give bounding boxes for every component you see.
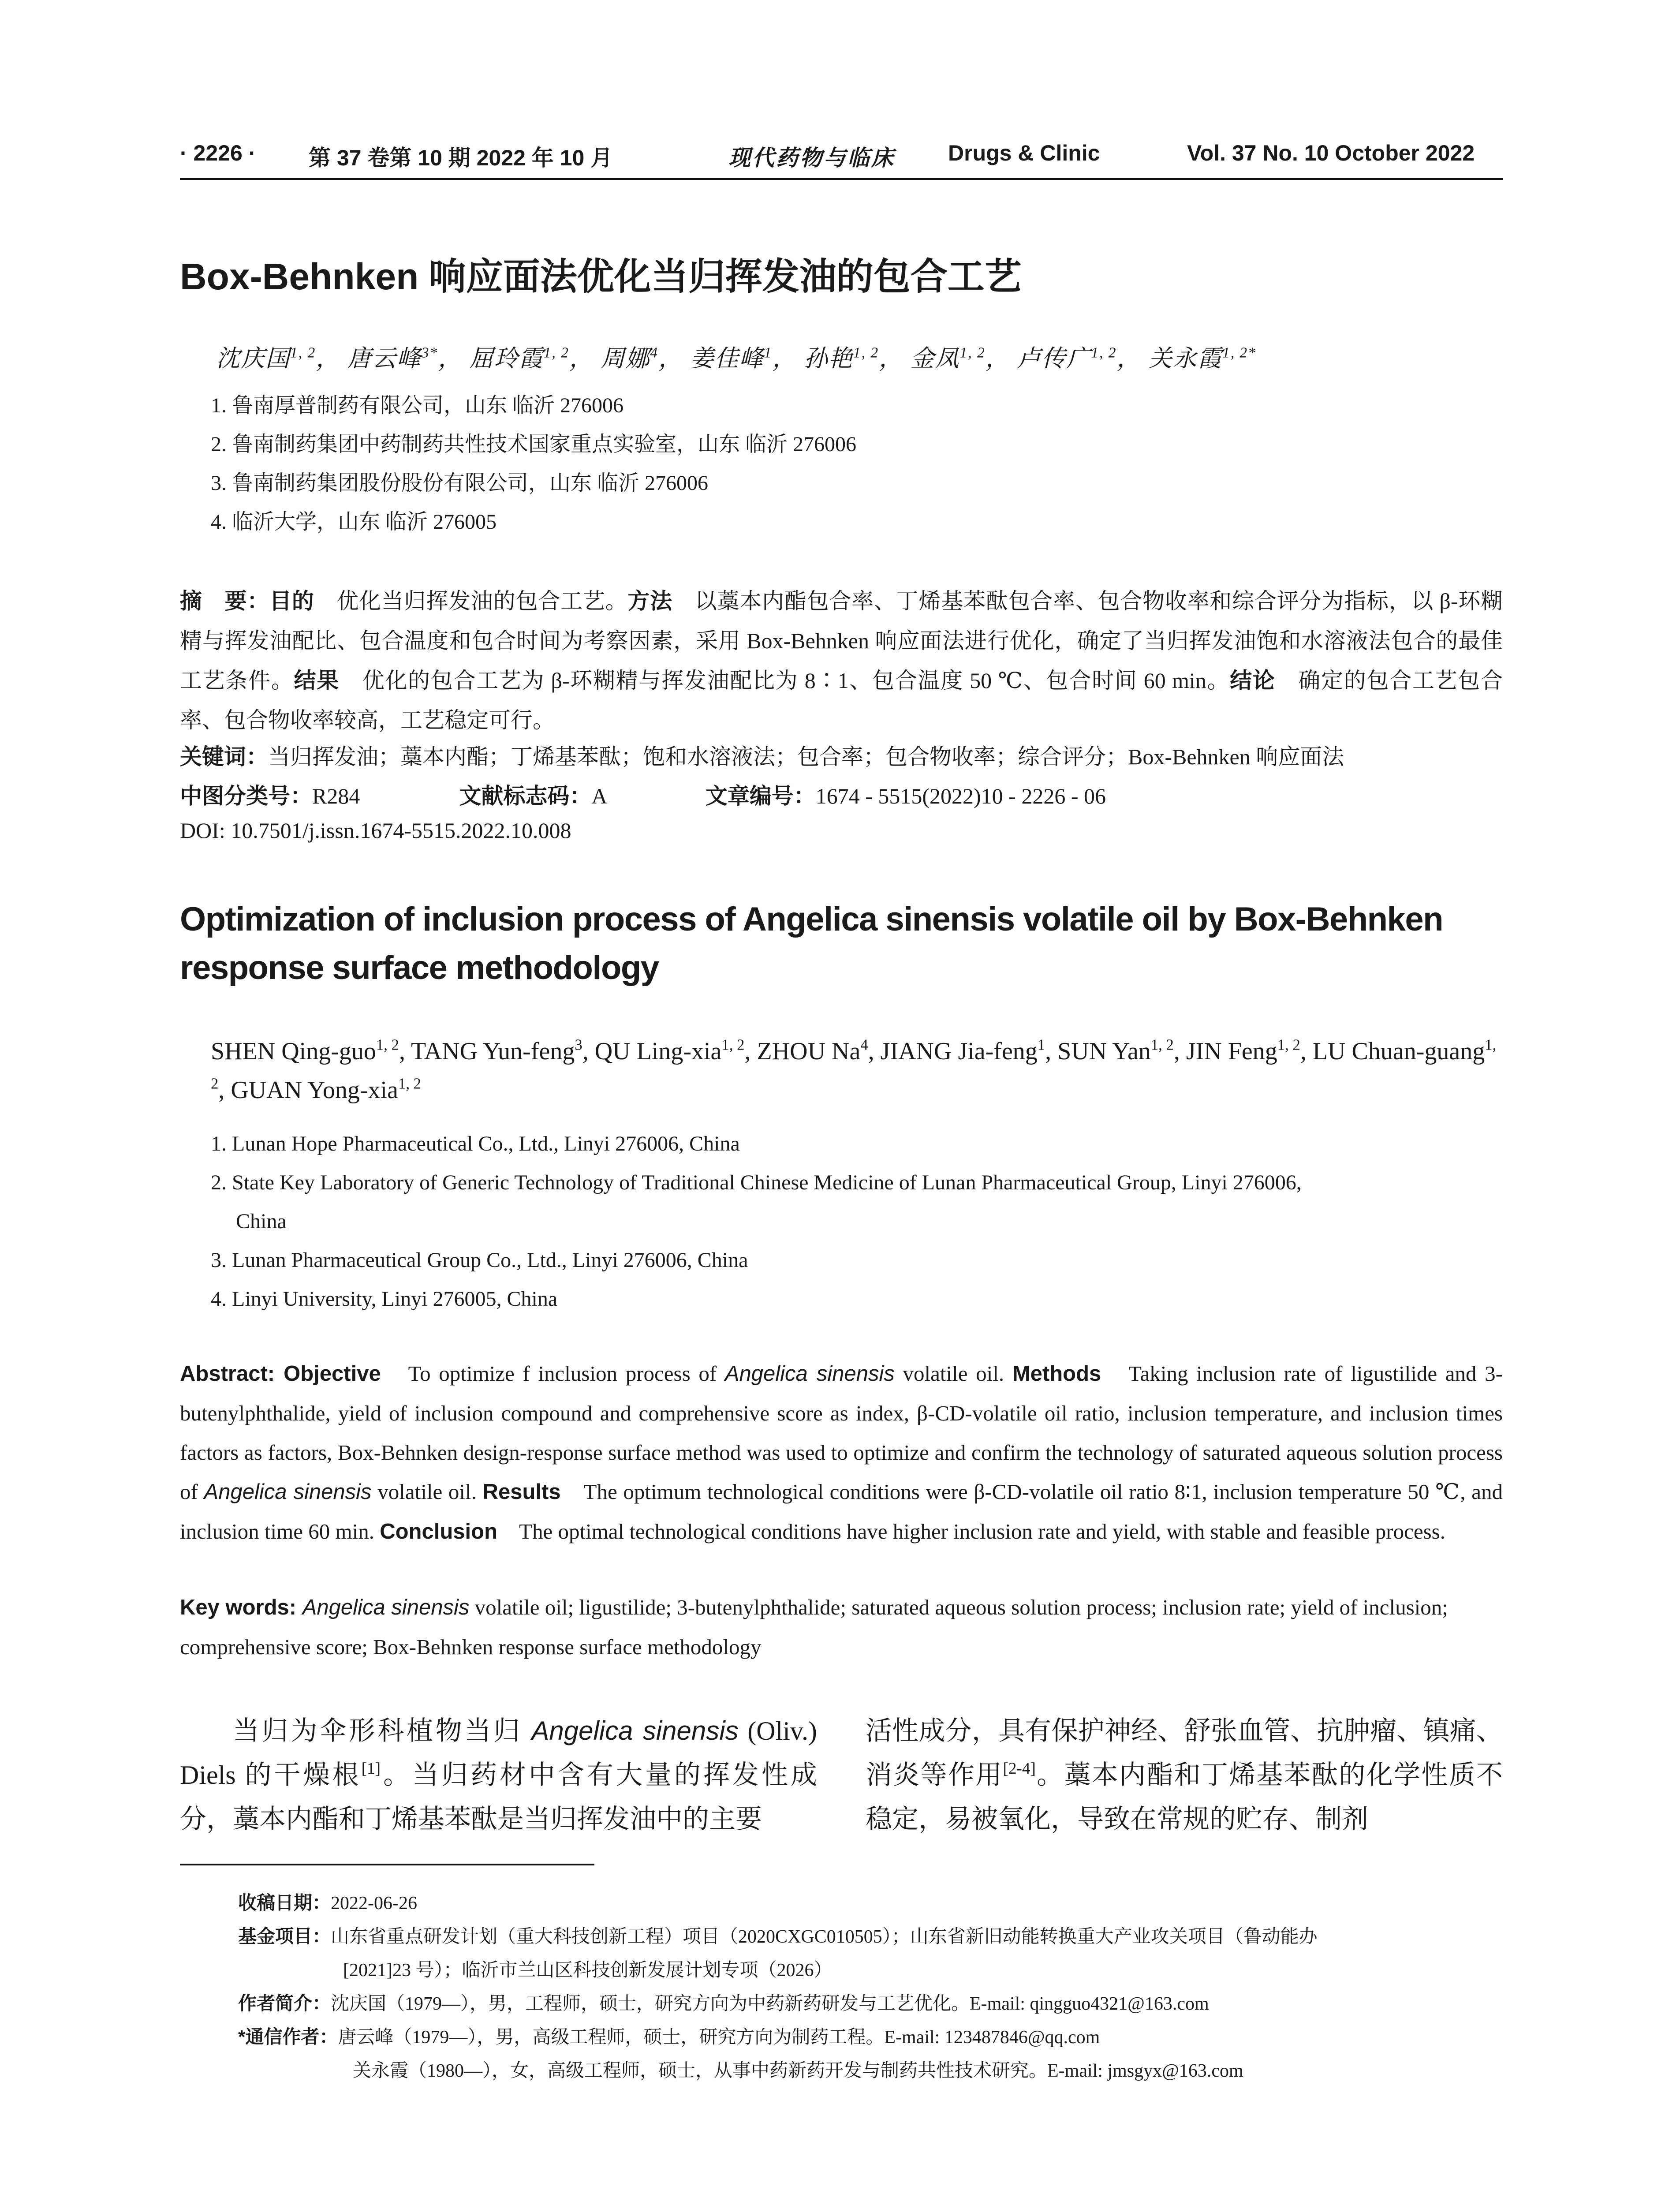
affiliation-cn: 2. 鲁南制药集团中药制药共性技术国家重点实验室，山东 临沂 276006 bbox=[211, 433, 857, 456]
title-cn: Box-Behnken 响应面法优化当归挥发油的包合工艺 bbox=[180, 256, 1022, 297]
conclusion-label: 结论 bbox=[1230, 668, 1276, 693]
affiliation-cn: 3. 鲁南制药集团股份股份有限公司，山东 临沂 276006 bbox=[211, 471, 709, 495]
issue-cn: 第 37 卷第 10 期 2022 年 10 月 bbox=[309, 146, 613, 170]
affiliation-en: China bbox=[236, 1210, 287, 1233]
author-cn: 唐云峰$^{3*}$ bbox=[347, 344, 438, 372]
journal-name-en: Drugs & Clinic bbox=[948, 141, 1100, 165]
author-cn: 姜佳峰$^1$ bbox=[690, 344, 773, 372]
author-en: SUN Yan$^{1, 2}$ bbox=[1057, 1036, 1174, 1065]
author-cn: 卢传广$^{1, 2}$ bbox=[1017, 344, 1117, 372]
page-number: · 2226 · bbox=[180, 141, 256, 165]
abstract-cn-label: 摘 要： bbox=[180, 589, 270, 613]
abstract-en: Abstract: Objective To optimize f inclusion process of Angelica sinensis volatile oil. Methods Taking inclusion rate of ligustilide and 3-butenylphthalide, yield of inclusion compound and comprehensive score as index, β-CD-volatile oil ratio, inclusion temperature, and inclusion times factors as factors, Box-Behnken design-response surface method was used to optimize and confirm the technology of saturated aqueous solution process of Angelica sinensis volatile oil. Results The optimum technological conditions were β-CD-volatile oil ratio 8∶1, inclusion temperature 50 ℃, and inclusion time 60 min. Conclusion The optimal technological conditions have higher inclusion rate and yield, with stable and feasible process. bbox=[180, 1361, 1503, 1544]
title-en: Optimization of inclusion process of Angelica sinensis volatile oil by Box-Behnken response surface methodology bbox=[180, 901, 1443, 987]
body-column-right: 活性成分，具有保护神经、舒张血管、抗肿瘤、镇痛、消炎等作用[2-4]。藁本内酯和丁烯基苯酞的化学性质不稳定，易被氧化，导致在常规的贮存、制剂 bbox=[866, 1716, 1503, 1834]
author-cn: 孙艳$^{1, 2}$ bbox=[803, 344, 879, 372]
footnote-received: 收稿日期：2022-06-26 bbox=[238, 1892, 417, 1913]
abstract-en-label: Abstract: Objective bbox=[180, 1362, 381, 1386]
author-cn: 屈玲霞$^{1, 2}$ bbox=[469, 344, 569, 372]
affiliation-cn: 1. 鲁南厚普制药有限公司，山东 临沂 276006 bbox=[211, 394, 624, 417]
footnote-corresponding: *通信作者：唐云峰（1979—），男，高级工程师，硕士，研究方向为制药工程。E-mail: 123487846@qq.com bbox=[238, 2026, 1100, 2048]
abstract-cn: 摘 要：目的 优化当归挥发油的包合工艺。方法 以藁本内酯包合率、丁烯基苯酞包合率、包合物收率和综合评分为指标，以 β-环糊精与挥发油配比、包合温度和包合时间为考察因素，采用 Box-Behnken 响应面法进行优化，确定了当归挥发油饱和水溶液法包合的最佳工艺条件。结果 优化的包合工艺为 β-环糊精与挥发油配比为 8∶1、包合温度 50 ℃、包合时间 60 min。结论 确定的包合工艺包合率、包合物收率较高，工艺稳定可行。 bbox=[180, 589, 1503, 733]
author-en: TANG Yun-feng$^3$ bbox=[411, 1036, 582, 1065]
author-cn: 金凤$^{1, 2}$ bbox=[910, 344, 986, 372]
methods-en-label: Methods bbox=[1012, 1362, 1101, 1386]
author-en: SHEN Qing-guo$^{1, 2}$ bbox=[211, 1036, 399, 1065]
header-rule bbox=[180, 178, 1503, 180]
conclusion-en-label: Conclusion bbox=[380, 1520, 498, 1544]
authors-en: SHEN Qing-guo$^{1, 2}$, TANG Yun-feng$^3$, QU Ling-xia$^{1, 2}$, ZHOU Na$^4$, JIANG Jia-feng$^1$, SUN Yan$^{1, 2}$, JIN Feng$^{1, 2}$, LU Chuan-guang$^{1, 2}$, GUAN Yong-xia$^{1, 2}$ bbox=[211, 1036, 1497, 1104]
author-cn: 周娜$^4$ bbox=[601, 344, 659, 372]
footnote-corresponding-2: 关永霞（1980—），女，高级工程师，硕士，从事中药新药开发与制药共性技术研究。E-mail: jmsgyx@163.com bbox=[353, 2061, 1243, 2081]
author-en: QU Ling-xia$^{1, 2}$ bbox=[594, 1036, 745, 1065]
footnote-fund: 基金项目：山东省重点研发计划（重大科技创新工程）项目（2020CXGC010505）；山东省新旧动能转换重大产业攻关项目（鲁动能办 bbox=[238, 1926, 1318, 1947]
journal-name-cn: 现代药物与临床 bbox=[728, 146, 895, 170]
author-cn: 关永霞$^{1, 2*}$ bbox=[1148, 344, 1256, 372]
author-en: ZHOU Na$^4$ bbox=[757, 1036, 868, 1065]
body-column-left: 当归为伞形科植物当归 Angelica sinensis (Oliv.) Diels 的干燥根[1]。当归药材中含有大量的挥发性成分，藁本内酯和丁烯基苯酞是当归挥发油中的主要 bbox=[180, 1716, 818, 1834]
author-en: JIN Feng$^{1, 2}$ bbox=[1186, 1036, 1300, 1065]
keywords-cn: 关键词：当归挥发油；藁本内酯；丁烯基苯酞；饱和水溶液法；包合率；包合物收率；综合评分；Box-Behnken 响应面法 bbox=[180, 744, 1344, 769]
results-en-label: Results bbox=[482, 1480, 561, 1504]
keywords-en: Key words: Angelica sinensis volatile oil; ligustilide; 3-butenylphthalide; saturated aqueous solution process; inclusion rate; yield of inclusion; comprehensive score; Box-Behnken response surface methodology bbox=[180, 1595, 1448, 1659]
doi: DOI: 10.7501/j.issn.1674-5515.2022.10.008 bbox=[180, 818, 571, 843]
affiliation-cn: 4. 临沂大学，山东 临沂 276005 bbox=[211, 510, 497, 534]
author-cn: 沈庆国$^{1, 2}$ bbox=[216, 344, 316, 372]
methods-label: 方法 bbox=[627, 589, 672, 613]
affiliation-en: 1. Lunan Hope Pharmaceutical Co., Ltd., Linyi 276006, China bbox=[211, 1132, 740, 1155]
classification-line: 中图分类号：R284 文献标志码：A 文章编号：1674 - 5515(2022)10 - 2226 - 06 bbox=[180, 784, 1106, 808]
objective-label: 目的 bbox=[269, 589, 314, 613]
author-en: LU Chuan-guang$^{1, 2}$ bbox=[211, 1036, 1497, 1092]
affiliation-en: 4. Linyi University, Linyi 276005, China bbox=[211, 1287, 558, 1311]
affiliation-en: 3. Lunan Pharmaceutical Group Co., Ltd., Linyi 276006, China bbox=[211, 1248, 748, 1272]
results-label: 结果 bbox=[294, 668, 340, 693]
affiliation-en: 2. State Key Laboratory of Generic Technology of Traditional Chinese Medicine of Lunan Pharmaceutical Group, Linyi 276006, bbox=[211, 1171, 1302, 1194]
footnote-rule bbox=[180, 1864, 594, 1865]
footnote-author: 作者简介：沈庆国（1979—），男，工程师，硕士，研究方向为中药新药研发与工艺优化。E-mail: qingguo4321@163.com bbox=[238, 1993, 1209, 2014]
authors-cn: 沈庆国$^{1, 2}$， 唐云峰$^{3*}$， 屈玲霞$^{1, 2}$， 周娜$^4$， 姜佳峰$^1$， 孙艳$^{1, 2}$， 金凤$^{1, 2}$， 卢传广$^{1, 2}$， 关永霞$^{1, 2*}$ bbox=[216, 344, 1256, 372]
footnote-fund-cont: [2021]23 号）；临沂市兰山区科技创新发展计划专项（2026） bbox=[343, 1960, 833, 1981]
issue-en: Vol. 37 No. 10 October 2022 bbox=[1187, 141, 1475, 165]
author-en: GUAN Yong-xia$^{1, 2}$ bbox=[231, 1075, 422, 1104]
author-en: JIANG Jia-feng$^1$ bbox=[880, 1036, 1045, 1065]
